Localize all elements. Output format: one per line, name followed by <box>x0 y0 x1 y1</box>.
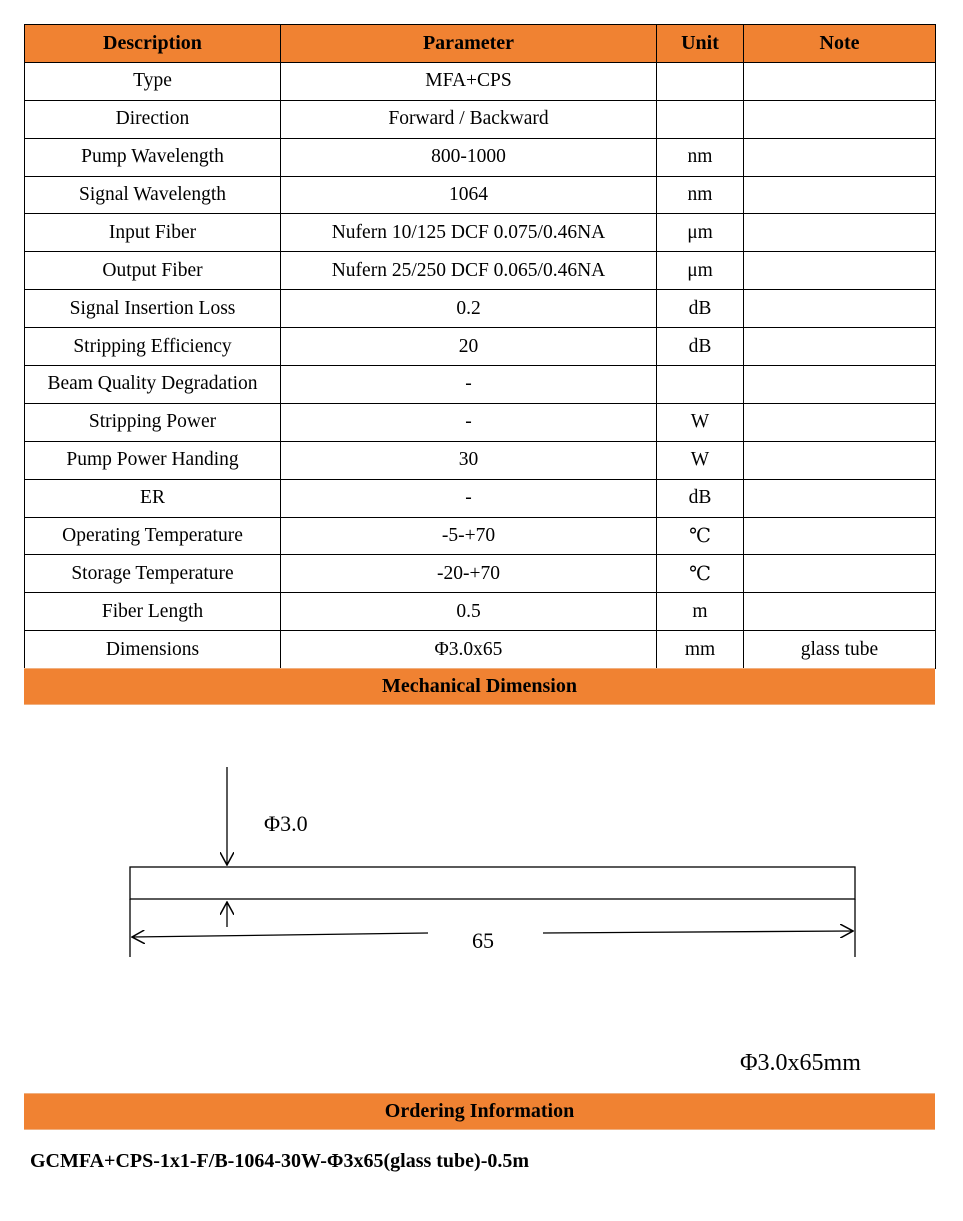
cell-description: Stripping Efficiency <box>25 328 281 366</box>
cell-unit: μm <box>657 214 744 252</box>
table-row <box>25 593 936 631</box>
cell-note <box>744 328 936 366</box>
cell-unit: m <box>657 593 744 631</box>
cell-parameter: Nufern 10/125 DCF 0.075/0.46NA <box>281 214 657 252</box>
cell-parameter: 1064 <box>281 176 657 214</box>
cell-note <box>744 403 936 441</box>
table-row <box>25 366 936 404</box>
cell-note <box>744 62 936 100</box>
cell-parameter: 0.5 <box>281 593 657 631</box>
length-arrow-right <box>543 931 853 933</box>
header-parameter: Parameter <box>281 25 657 63</box>
spec-table <box>24 24 936 669</box>
table-row <box>25 138 936 176</box>
cell-unit <box>657 100 744 138</box>
cell-description: Input Fiber <box>25 214 281 252</box>
cell-description: Output Fiber <box>25 252 281 290</box>
table-row <box>25 555 936 593</box>
cell-note <box>744 366 936 404</box>
spec-table-body <box>25 62 936 668</box>
cell-parameter: -5-+70 <box>281 517 657 555</box>
cell-unit: ℃ <box>657 517 744 555</box>
table-row <box>25 631 936 669</box>
cell-parameter: Forward / Backward <box>281 100 657 138</box>
cell-unit <box>657 62 744 100</box>
cell-description: ER <box>25 479 281 517</box>
cell-note <box>744 214 936 252</box>
size-label: Φ3.0x65mm <box>740 1050 861 1076</box>
cell-unit: dB <box>657 479 744 517</box>
cell-note <box>744 176 936 214</box>
cell-note <box>744 441 936 479</box>
table-row <box>25 100 936 138</box>
cell-parameter: Nufern 25/250 DCF 0.065/0.46NA <box>281 252 657 290</box>
cell-parameter: -20-+70 <box>281 555 657 593</box>
cell-note <box>744 517 936 555</box>
cell-parameter: 800-1000 <box>281 138 657 176</box>
cell-description: Signal Insertion Loss <box>25 290 281 328</box>
table-row <box>25 517 936 555</box>
ordering-code: GCMFA+CPS-1x1-F/B-1064-30W-Φ3x65(glass tube)-0.5m <box>30 1150 530 1172</box>
cell-description: Beam Quality Degradation <box>25 366 281 404</box>
cell-unit: mm <box>657 631 744 669</box>
cell-note <box>744 479 936 517</box>
cell-parameter: - <box>281 479 657 517</box>
cell-note <box>744 252 936 290</box>
cell-note <box>744 100 936 138</box>
cell-note <box>744 138 936 176</box>
header-unit: Unit <box>657 25 744 63</box>
cell-unit: nm <box>657 176 744 214</box>
table-row <box>25 328 936 366</box>
table-row <box>25 214 936 252</box>
cell-description: Signal Wavelength <box>25 176 281 214</box>
cell-parameter: 30 <box>281 441 657 479</box>
cell-unit: W <box>657 441 744 479</box>
cell-description: Dimensions <box>25 631 281 669</box>
cell-note <box>744 290 936 328</box>
table-row <box>25 441 936 479</box>
ordering-information-bar: Ordering Information <box>24 1093 935 1130</box>
table-row <box>25 62 936 100</box>
header-note: Note <box>744 25 936 63</box>
tube-outline <box>130 867 855 899</box>
cell-unit: μm <box>657 252 744 290</box>
cell-note <box>744 555 936 593</box>
cell-unit: nm <box>657 138 744 176</box>
cell-description: Pump Power Handing <box>25 441 281 479</box>
cell-parameter: 0.2 <box>281 290 657 328</box>
cell-unit: ℃ <box>657 555 744 593</box>
cell-description: Type <box>25 62 281 100</box>
cell-unit: W <box>657 403 744 441</box>
length-label: 65 <box>472 928 494 953</box>
cell-description: Pump Wavelength <box>25 138 281 176</box>
header-row <box>25 25 936 63</box>
table-row <box>25 176 936 214</box>
cell-description: Storage Temperature <box>25 555 281 593</box>
diameter-label: Φ3.0 <box>264 811 308 836</box>
mechanical-drawing <box>0 705 963 1005</box>
cell-note <box>744 593 936 631</box>
cell-parameter: 20 <box>281 328 657 366</box>
cell-description: Fiber Length <box>25 593 281 631</box>
cell-parameter: Φ3.0x65 <box>281 631 657 669</box>
header-description: Description <box>25 25 281 63</box>
cell-parameter: - <box>281 403 657 441</box>
cell-unit: dB <box>657 328 744 366</box>
cell-description: Operating Temperature <box>25 517 281 555</box>
cell-parameter: MFA+CPS <box>281 62 657 100</box>
length-arrow-left <box>132 933 428 937</box>
mechanical-dimension-bar: Mechanical Dimension <box>24 668 935 705</box>
cell-description: Stripping Power <box>25 403 281 441</box>
table-row <box>25 403 936 441</box>
table-row <box>25 479 936 517</box>
table-row <box>25 290 936 328</box>
table-row <box>25 252 936 290</box>
cell-parameter: - <box>281 366 657 404</box>
cell-unit: dB <box>657 290 744 328</box>
cell-unit <box>657 366 744 404</box>
cell-description: Direction <box>25 100 281 138</box>
cell-note: glass tube <box>744 631 936 669</box>
